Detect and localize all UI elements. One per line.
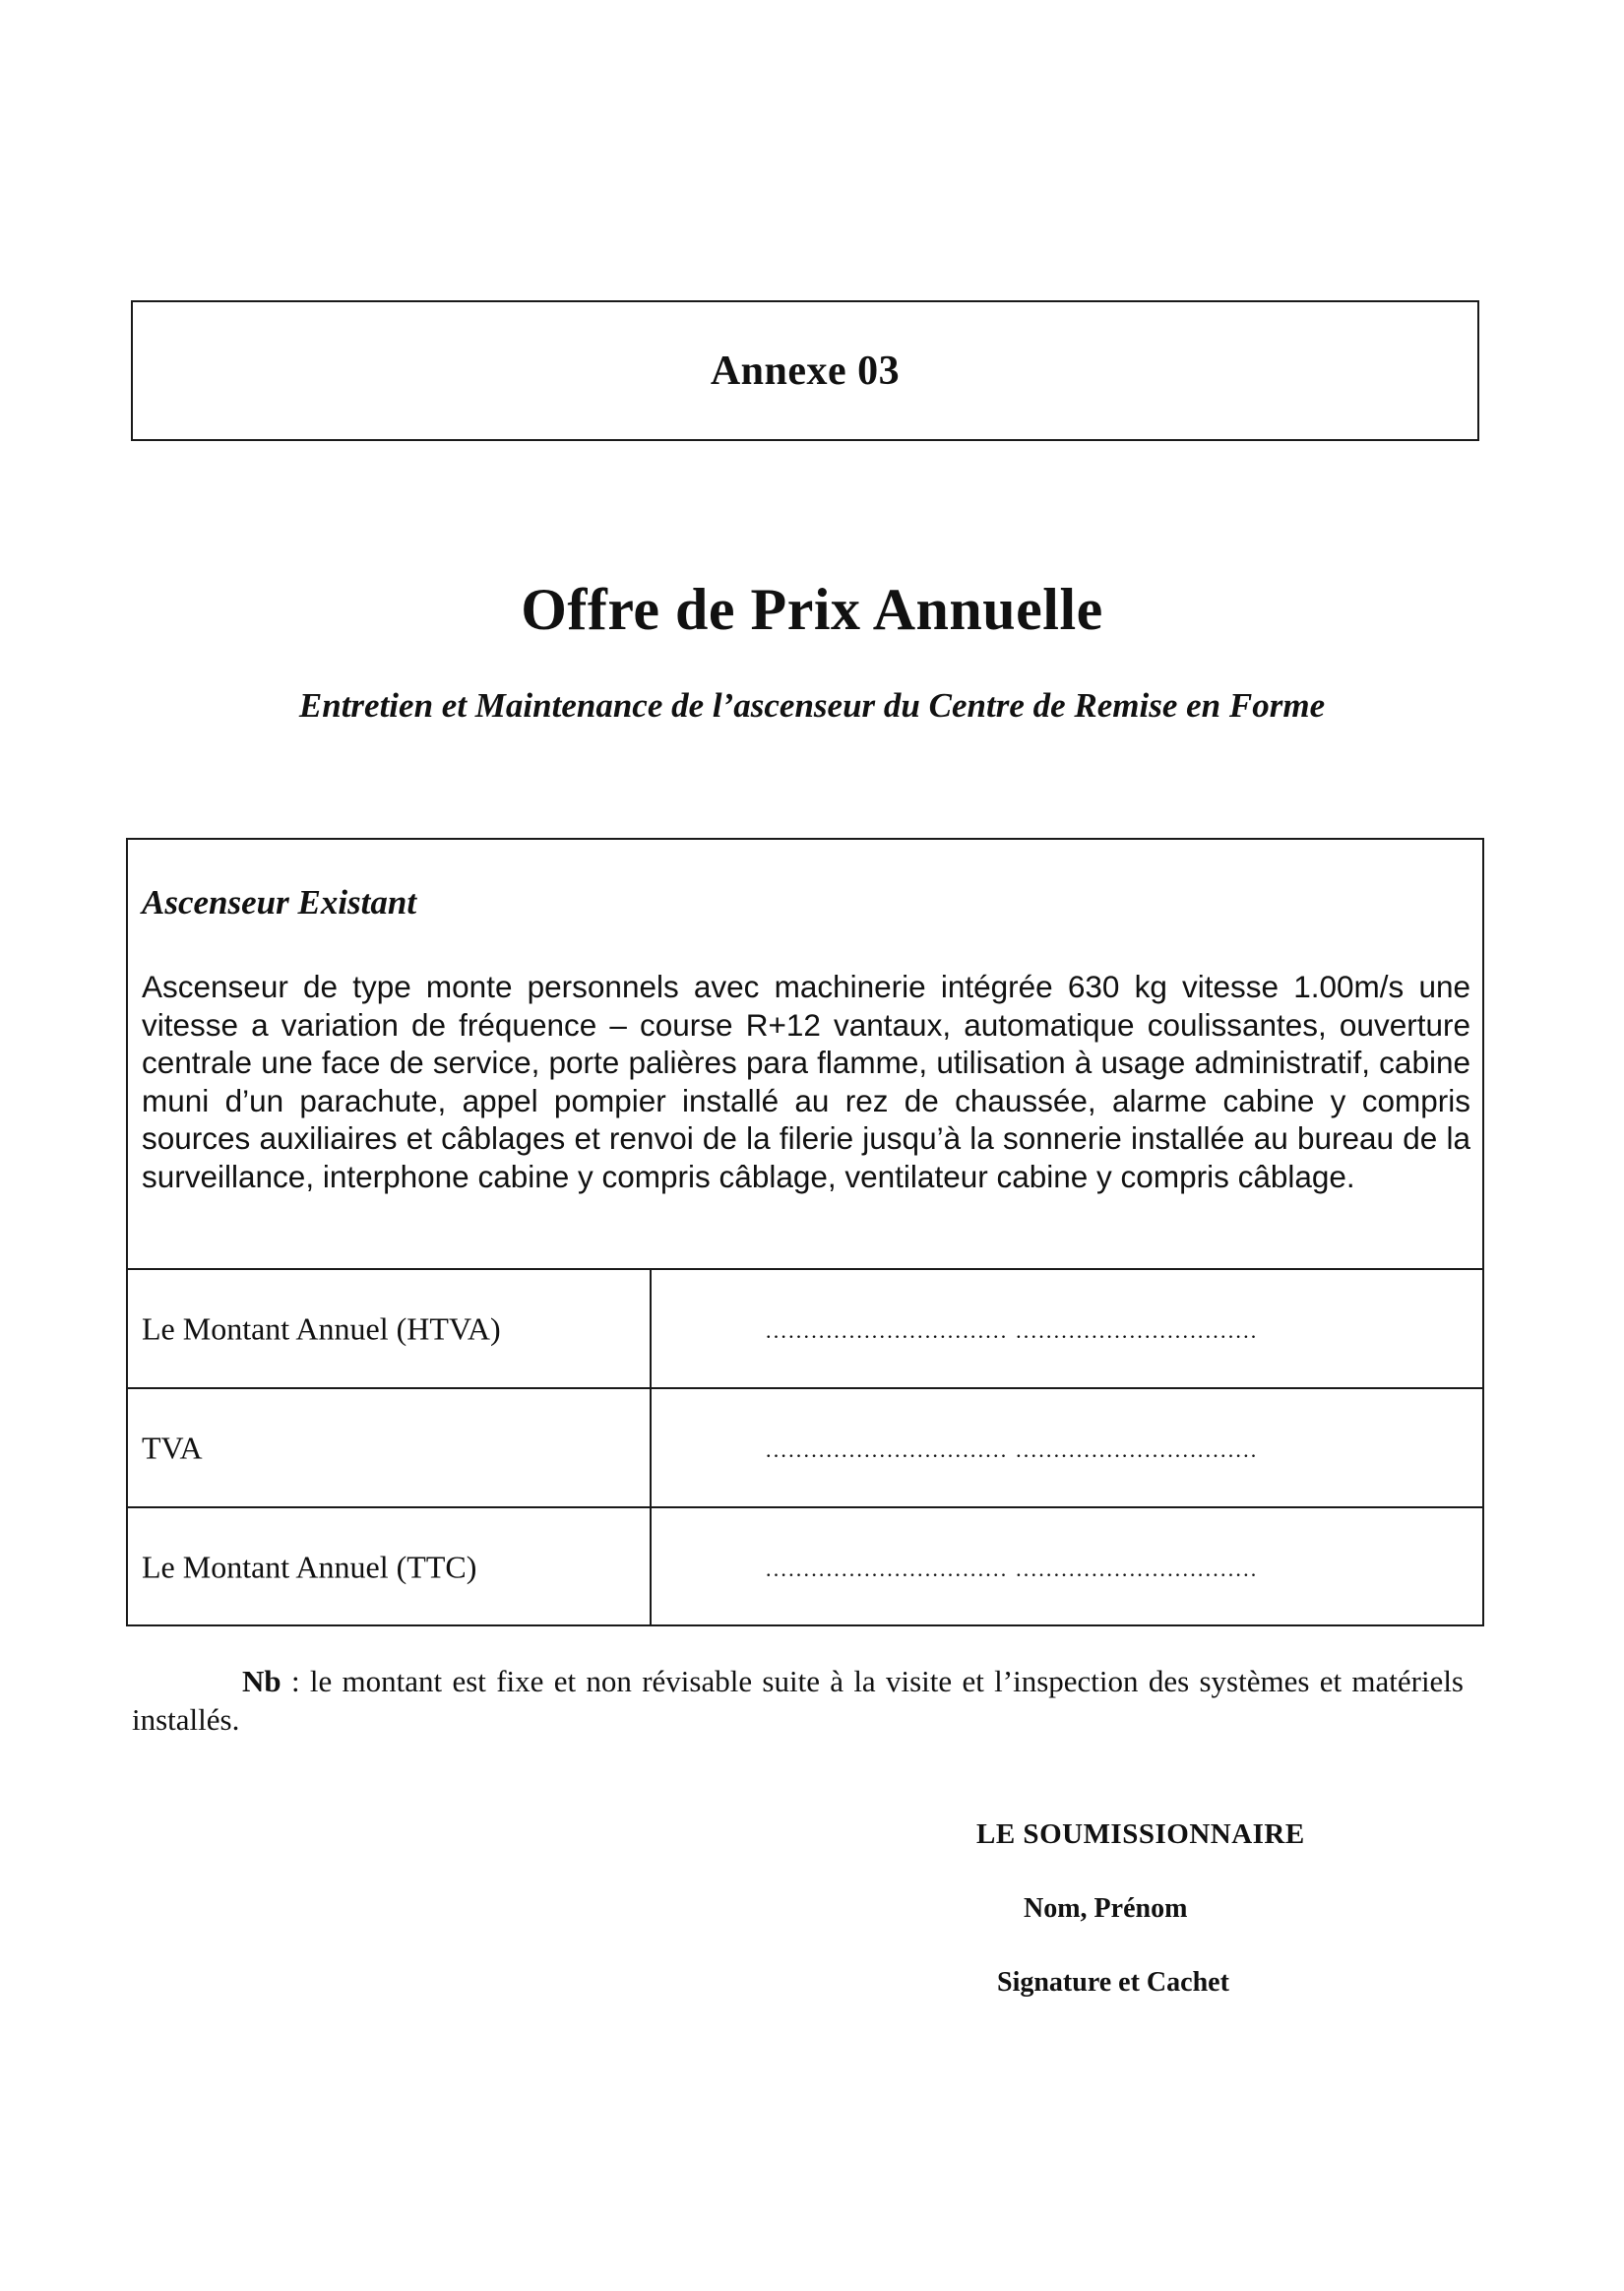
price-field-htva[interactable]: ................................ ................................ — [766, 1317, 1259, 1343]
annex-title: Annexe 03 — [710, 348, 901, 394]
price-label-htva: Le Montant Annuel (HTVA) — [142, 1310, 501, 1346]
signatory-signature-label: Signature et Cachet — [997, 1967, 1229, 1998]
price-row-tva — [128, 1389, 1482, 1508]
page-subtitle: Entretien et Maintenance de l’ascenseur du Centre de Remise en Forme — [298, 686, 1326, 725]
offer-table — [126, 838, 1484, 1626]
column-divider — [650, 1389, 652, 1506]
column-divider — [650, 1270, 652, 1387]
signatory-title: LE SOUMISSIONNAIRE — [976, 1818, 1305, 1850]
description-section — [128, 840, 1482, 1270]
note-paragraph — [132, 1662, 1464, 1739]
price-label-tva: TVA — [142, 1430, 203, 1465]
column-divider — [650, 1508, 652, 1626]
price-field-ttc[interactable]: ................................ ................................ — [766, 1557, 1259, 1582]
note-prefix: Nb — [242, 1664, 281, 1698]
annex-box — [131, 300, 1479, 441]
price-field-tva[interactable]: ................................ ................................ — [766, 1436, 1259, 1462]
signatory-name-label: Nom, Prénom — [1024, 1893, 1188, 1924]
note-text: : le montant est fixe et non révisable suite à la visite et l’inspection des systèmes et matériels installés. — [132, 1664, 1464, 1737]
description-text: Ascenseur de type monte personnels avec machinerie intégrée 630 kg vitesse 1.00m/s une vitesse a variation de fréquence – course R+12 vantaux, automatique coulissantes, ouverture centrale une face de service, porte palières para flamme, utilisation à usage administratif, cabine muni d’un parachute, appel pompier installé au rez de chaussée, alarme cabine y compris sources auxiliaires et câblages et renvoi de la filerie jusqu’à la sonnerie installée au bureau de la surveillance, interphone cabine y compris câblage, ventilateur cabine y compris câblage. — [142, 969, 1470, 1194]
page-title: Offre de Prix Annuelle — [521, 577, 1103, 642]
price-row-ttc — [128, 1508, 1482, 1626]
price-label-ttc: Le Montant Annuel (TTC) — [142, 1549, 477, 1585]
price-row-htva — [128, 1270, 1482, 1389]
description-heading: Ascenseur Existant — [142, 883, 417, 922]
